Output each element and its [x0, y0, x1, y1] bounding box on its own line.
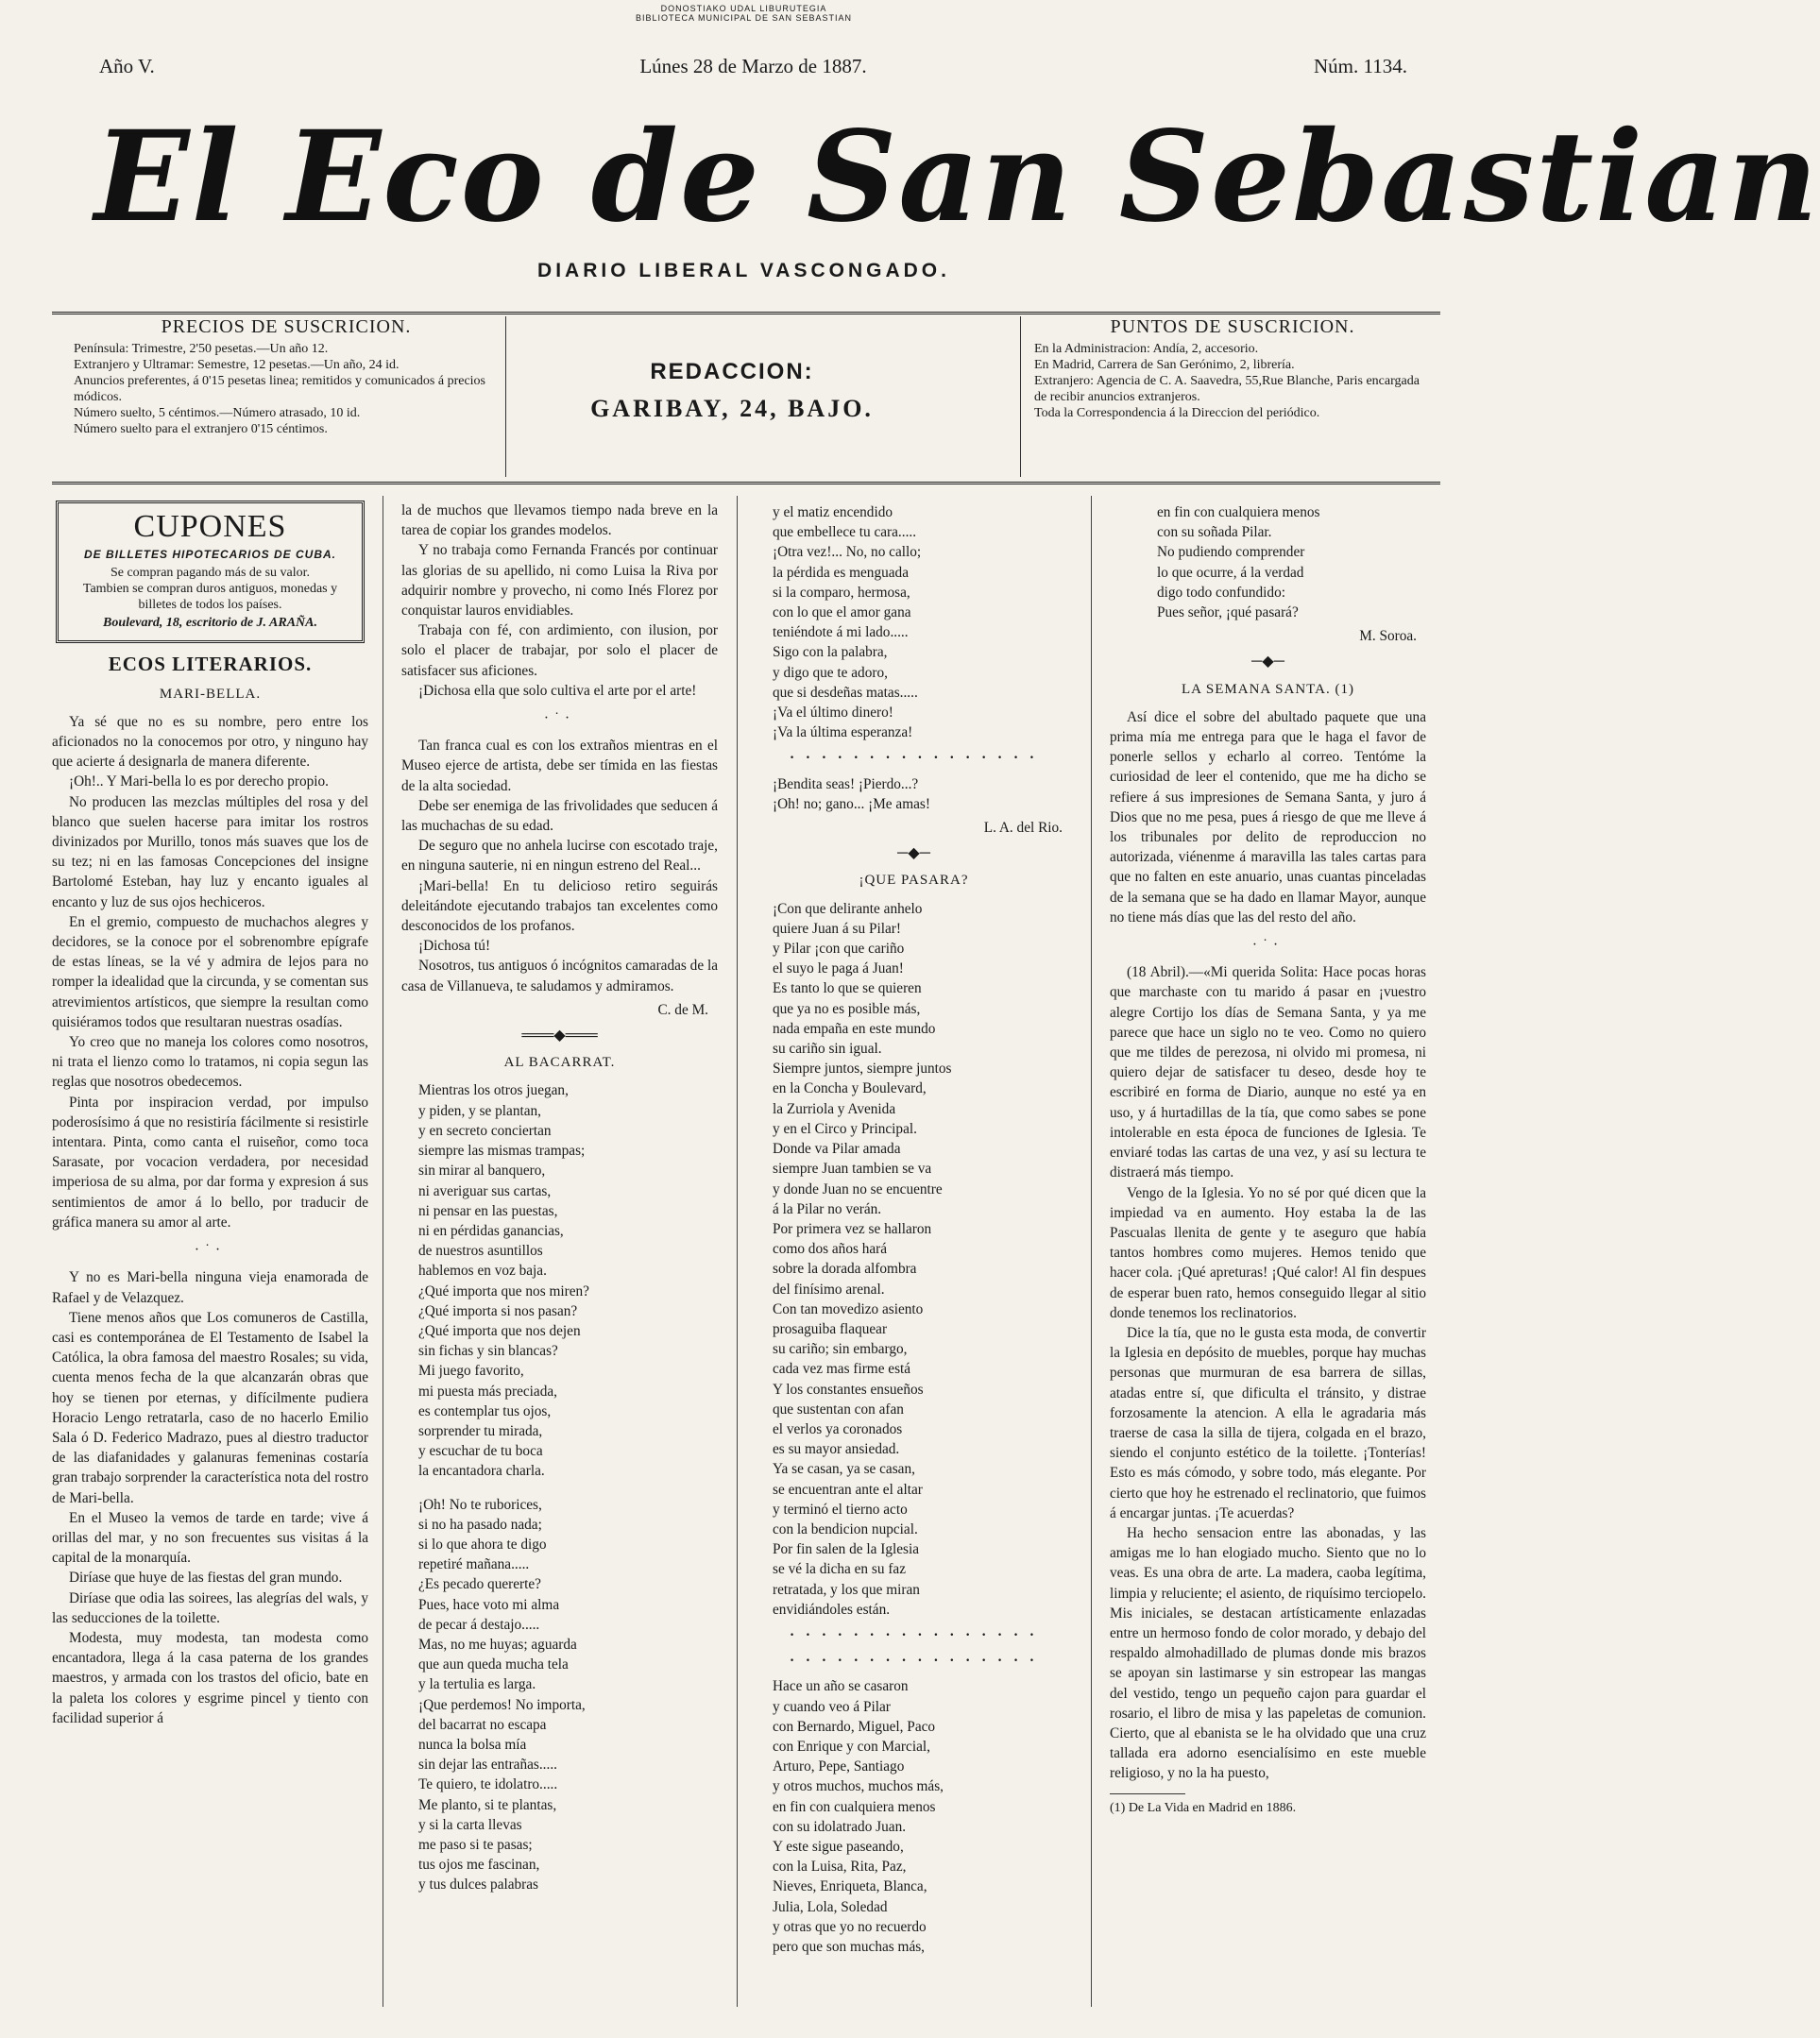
- cupones-ad: [56, 501, 365, 643]
- verse-line: lo que ocurre, á la verdad: [1157, 564, 1304, 581]
- verse-line: Pues, hace voto mi alma: [418, 1596, 560, 1613]
- verse-line: Mi juego favorito,: [418, 1363, 524, 1380]
- verse-line: Mientras los otros juegan,: [418, 1082, 569, 1099]
- paragraph: De seguro que no anhela lucirse con escotado traje, en ninguna sauterie, ni en ningun estreno del Real...: [401, 838, 718, 875]
- verse-line: con la Luisa, Rita, Paz,: [773, 1859, 907, 1876]
- footnote-rule: [1110, 1793, 1185, 1794]
- verse-line: Por fin salen de la Iglesia: [773, 1541, 920, 1558]
- verse-line: Siempre juntos, siempre juntos: [773, 1061, 952, 1078]
- verse-line: á la Pilar no verán.: [773, 1200, 882, 1217]
- verse-line: y digo que te adoro,: [773, 664, 888, 681]
- verse-line: con su idolatrado Juan.: [773, 1818, 907, 1835]
- paragraph: Debe ser enemiga de las frivolidades que seducen á las muchachas de su edad.: [401, 797, 718, 835]
- verse-line: Mas, no me huyas; aguarda: [418, 1636, 577, 1653]
- verse-line: con Enrique y con Marcial,: [773, 1738, 930, 1755]
- verse-line: ¡Oh! no; gano... ¡Me amas!: [773, 795, 930, 812]
- cupones-line: Se compran pagando más de su valor.: [110, 566, 311, 581]
- signature: L. A. del Rio.: [983, 820, 1063, 837]
- redaccion-box: [515, 359, 949, 423]
- signature: C. de M.: [657, 1001, 708, 1018]
- subscription-points: [1034, 316, 1431, 470]
- paragraph: Diríase que huye de las fiestas del gran mundo.: [69, 1570, 343, 1587]
- price-line: Península: Trimestre, 2'50 pesetas.—Un año 12.: [74, 342, 329, 356]
- verse-line: que aun queda mucha tela: [418, 1656, 569, 1673]
- paragraph: En el gremio, compuesto de muchachos alegres y decidores, se la conoce por el sobrenombre epígrafe de estas líneas, se la vé y admira de lejos para no romper la idealidad que la circunda, y se comentan sus atrevimientos artísticos, que siempre la resultan como quisiéramos todos que resultaran nuestras osadías.: [52, 913, 368, 1030]
- paragraph: la de muchos que llevamos tiempo nada breve en la tarea de copiar los grandes modelos.: [401, 502, 718, 539]
- verse-line: sin mirar al banquero,: [418, 1163, 546, 1180]
- paragraph: Así dice el sobre del abultado paquete que una prima mía me entrega para que le haga el favor de ponerle sellos y echarlo al correo. Tentóme la curiosidad de leer el contenido, que me ha dicho se refiere á sus impresiones de Semana Santa, y juro á Dios que no me pesa, pues á riesgo de que me lleve á los tribunales por delito de reproduccion no autorizada, viénenme á maravilla las tales cartas para que no falten en este anuario, unas cuantas pinceladas de la semana que se ha dado en llamar Mayor, aunque no tiene más días que las del resto del año.: [1110, 708, 1426, 926]
- verse-line: nada empaña en este mundo: [773, 1020, 936, 1037]
- verse-line: como dos años hará: [773, 1241, 888, 1258]
- verse-line: prosaguiba flaquear: [773, 1320, 888, 1337]
- verse-line: con su soñada Pilar.: [1157, 524, 1272, 541]
- verse-line: de pecar á destajo.....: [418, 1616, 540, 1633]
- paragraph: Trabaja con fé, con ardimiento, con ilusion, por solo el placer de trabajar, por solo el placer de satisfacer sus aficiones.: [401, 622, 718, 679]
- stamp-line-1: DONOSTIAKO UDAL LIBURUTEGIA: [660, 4, 827, 13]
- year: Año V.: [99, 55, 155, 77]
- verse-line: Es tanto lo que se quieren: [773, 980, 922, 997]
- verse-line: el suyo le paga á Juan!: [773, 960, 904, 977]
- column-rule: [737, 496, 738, 2007]
- verse-line: y si la carta llevas: [418, 1816, 522, 1833]
- info-divider: [505, 316, 506, 477]
- paragraph: Tiene menos años que Los comuneros de Castilla, casi es contemporánea de El Testamento de Isabel la Católica, la obra famosa del maestro Rosales; su vida, cuenta menos fecha de la que alcanzarán obras que hoy se tienen por eternas, y difícilmente pudiera Horacio Lengo retratarla, caso de no hacerlo Emilio Sala ó D. Federico Madrazo, pues al diestro traductor de las diafanidades y galanuras femeninas costaría gran trabajo sorprender la característica nota del rostro de Mari-bella.: [52, 1309, 368, 1506]
- verse-line: sin fichas y sin blancas?: [418, 1343, 558, 1360]
- issue-date: Lúnes 28 de Marzo de 1887.: [639, 55, 867, 77]
- newspaper-subtitle: DIARIO LIBERAL VASCONGADO.: [537, 260, 950, 281]
- verse-line: en fin con cualquiera menos: [1157, 504, 1320, 520]
- verse-line: hablemos en voz baja.: [418, 1263, 547, 1280]
- info-divider: [1020, 316, 1021, 477]
- paragraph: Nosotros, tus antiguos ó incógnitos camaradas de la casa de Villanueva, te saludamos y admiramos.: [401, 958, 718, 994]
- verse-line: con Bernardo, Miguel, Paco: [773, 1718, 936, 1735]
- redaccion-address: GARIBAY, 24, BAJO.: [590, 395, 874, 422]
- paragraph: En el Museo la vemos de tarde en tarde; vive á orillas del mar, y no son frecuentes sus visitas á la capital de la monarquía.: [52, 1509, 368, 1567]
- poem-stanza: [773, 899, 1072, 1620]
- prices-title: PRECIOS DE SUSCRICION.: [161, 316, 412, 337]
- paragraph: Diríase que odia las soirees, las alegrías del wals, y las seducciones de la toilette.: [52, 1589, 368, 1626]
- section-title: ECOS LITERARIOS.: [108, 653, 313, 676]
- poem-title: AL BACARRAT.: [503, 1055, 616, 1071]
- poem-stanza: [418, 1080, 718, 1481]
- library-stamp: [0, 4, 1488, 23]
- verse-line: Julia, Lola, Soledad: [773, 1898, 888, 1915]
- verse-line: y el matiz encendido: [773, 504, 893, 520]
- subscription-prices: [74, 316, 499, 470]
- verse-line: que embellece tu cara.....: [773, 524, 917, 541]
- poem-title: ¡QUE PASARA?: [859, 873, 969, 889]
- price-line: Anuncios preferentes, á 0'15 pesetas linea; remitidos y comunicados á precios módicos.: [74, 374, 485, 404]
- header-rule-bottom: [52, 482, 1440, 484]
- paragraph: ¡Oh!.. Y Mari-bella lo es por derecho propio.: [69, 773, 329, 790]
- verse-line: Y los constantes ensueños: [773, 1381, 924, 1398]
- price-line: Extranjero y Ultramar: Semestre, 12 pesetas.—Un año, 24 id.: [74, 358, 400, 372]
- verse-line: en la Concha y Boulevard,: [773, 1080, 927, 1097]
- verse-line: y escuchar de tu boca: [418, 1443, 543, 1460]
- price-line: Número suelto, 5 céntimos.—Número atrasado, 10 id.: [74, 406, 361, 420]
- verse-line: digo todo confundido:: [1157, 584, 1285, 601]
- verse-line: cada vez mas firme está: [773, 1361, 911, 1378]
- verse-line: que ya no es posible más,: [773, 1000, 921, 1017]
- paragraph: Ya sé que no es su nombre, pero entre los aficionados no la conocemos por otro, y ninguno hay que acierte á designarla de manera diferente.: [52, 713, 368, 771]
- issue-line: [99, 55, 1407, 85]
- verse-line: y tus dulces palabras: [418, 1877, 539, 1894]
- verse-line: el verlos ya coronados: [773, 1420, 903, 1437]
- verse-line: Sigo con la palabra,: [773, 644, 888, 661]
- verse-line: ¡Va la última esperanza!: [773, 724, 913, 741]
- verse-line: ¡Oh! No te ruborices,: [418, 1496, 542, 1513]
- verse-line: Con tan movedizo asiento: [773, 1300, 924, 1317]
- redaccion-title: REDACCION:: [650, 359, 814, 384]
- paragraph: Tan franca cual es con los extraños mientras en el Museo ejerce de artista, debe ser tímida en las fiestas de la alta sociedad.: [401, 738, 718, 794]
- verse-line: Te quiero, te idolatro.....: [418, 1776, 558, 1793]
- footnote: (1) De La Vida en Madrid en 1886.: [1110, 1800, 1297, 1815]
- paragraph: Vengo de la Iglesia. Yo no sé por qué dicen que la impiedad va en aumento. Hoy estaba la de las Pascualas llenita de gente y te aseguro que había tantos hombres como mujeres. Hemos tenido que hacer cola. ¡Qué apreturas! ¡Qué calor! Al fin despues de esperar buen rato, hemos conseguido llegar al sitio donde tenemos los reclinatorios.: [1110, 1184, 1426, 1321]
- paragraph: Y no trabaja como Fernanda Francés por continuar las glorias de su apellido, ni como Luisa la Riva por adquirir nombre y provecho, ni como Inés Florez por conquistar lauros envidiables.: [401, 542, 718, 620]
- verse-line: Donde va Pilar amada: [773, 1141, 901, 1158]
- paragraph: Modesta, muy modesta, tan modesta como encantadora, llega á la casa paterna de los grandes maestros, y armada con los trastos del oficio, bate en la paleta los colores y esgrime pincel y tiento con facilidad superior á: [52, 1629, 368, 1726]
- verse-line: ni pensar en las puestas,: [418, 1202, 558, 1219]
- verse-line: Ya se casan, ya se casan,: [773, 1461, 915, 1478]
- ornament: ─◆─: [897, 845, 930, 862]
- paragraph: ¡Dichosa tú!: [418, 938, 491, 955]
- verse-line: quiere Juan á su Pilar!: [773, 920, 901, 937]
- verse-line: y cuando veo á Pilar: [773, 1698, 891, 1715]
- column-2: [401, 501, 718, 1993]
- verse-line: si no ha pasado nada;: [418, 1516, 542, 1533]
- verse-line: ¡Otra vez!... No, no callo;: [773, 544, 922, 561]
- newspaper-title: El Eco de San Sebastian: [94, 104, 1820, 250]
- verse-line: y otros muchos, muchos más,: [773, 1778, 944, 1795]
- verse-line: del finísimo arenal.: [773, 1281, 885, 1298]
- verse-dots: · · · · · · · · · · · · · · · ·: [790, 1653, 1038, 1670]
- verse-line: Hace un año se casaron: [773, 1678, 909, 1695]
- verse-line: Pues señor, ¡qué pasará?: [1157, 604, 1299, 621]
- verse-line: y terminó el tierno acto: [773, 1501, 908, 1518]
- verse-line: ni averiguar sus cartas,: [418, 1182, 552, 1199]
- verse-line: y en secreto conciertan: [418, 1122, 552, 1139]
- verse-line: Por primera vez se hallaron: [773, 1220, 932, 1237]
- column-1: [52, 501, 368, 1993]
- verse-line: y otras que yo no recuerdo: [773, 1918, 927, 1935]
- verse-line: ¡Con que delirante anhelo: [773, 900, 923, 917]
- verse-line: pero que son muchas más,: [773, 1939, 926, 1956]
- paragraph: ¡Mari-bella! En tu delicioso retiro seguirás deleitándote ejecutando trabajos tan excelentes como desconocidos de los profanos.: [401, 877, 718, 935]
- verse-line: ¡Bendita seas! ¡Pierdo...?: [773, 775, 919, 792]
- verse-line: ni en pérdidas ganancias,: [418, 1222, 564, 1239]
- paragraph: Pinta por inspiracion verdad, por impulso poderosísimo á que no resistiría fácilmente si resistirle intentara. Pinta, como canta el ruiseñor, como toca Sarasate, por vocacion verdadera, por necesidad imperiosa de su alma, por dar forma y expresion á sus sentimientos de amor á lo bello, por traducir de gráfica manera su amor al arte.: [52, 1094, 368, 1231]
- verse-line: se vé la dicha en su faz: [773, 1561, 907, 1578]
- verse-line: ¡Que perdemos! No importa,: [418, 1696, 586, 1713]
- points-title: PUNTOS DE SUSCRICION.: [1110, 316, 1355, 337]
- verse-line: ¿Es pecado quererte?: [418, 1576, 541, 1593]
- price-line: Número suelto para el extranjero 0'15 céntimos.: [74, 422, 328, 436]
- verse-line: es contemplar tus ojos,: [418, 1402, 552, 1419]
- verse-line: sorprender tu mirada,: [418, 1422, 543, 1439]
- verse-line: repetiré mañana.....: [418, 1556, 530, 1573]
- stamp-line-2: BIBLIOTECA MUNICIPAL DE SAN SEBASTIAN: [635, 13, 853, 23]
- point-line: En Madrid, Carrera de San Gerónimo, 2, librería.: [1034, 358, 1295, 372]
- point-line: Toda la Correspondencia á la Direccion del periódico.: [1034, 406, 1320, 420]
- verse-dots: · · · · · · · · · · · · · · · ·: [790, 750, 1038, 767]
- verse-line: y piden, y se plantan,: [418, 1102, 541, 1119]
- verse-line: retratada, y los que miran: [773, 1581, 920, 1598]
- point-line: Extranjero: Agencia de C. A. Saavedra, 55,Rue Blanche, Paris encargada de recibir anuncios extranjeros.: [1034, 374, 1420, 404]
- verse-line: con la bendicion nupcial.: [773, 1520, 918, 1537]
- verse-line: en fin con cualquiera menos: [773, 1798, 936, 1815]
- verse-line: mi puesta más preciada,: [418, 1383, 557, 1400]
- verse-line: y en el Circo y Principal.: [773, 1120, 917, 1137]
- poem-stanza: [418, 1495, 718, 1895]
- verse-line: tus ojos me fascinan,: [418, 1857, 540, 1874]
- verse-line: y donde Juan no se encuentre: [773, 1180, 943, 1197]
- verse-line: con lo que el amor gana: [773, 604, 911, 621]
- poem-stanza: [773, 502, 1072, 742]
- verse-line: sin dejar las entrañas.....: [418, 1757, 557, 1774]
- verse-line: Y este sigue paseando,: [773, 1839, 904, 1855]
- paragraph: Ha hecho sensacion entre las abonadas, y las amigas me lo han elogiado mucho. Siento que no lo veas. Es una obra de arte. La madera, caoba legítima, limpia y reluciente; el asiento, de riquísimo terciopelo. Mis iniciales, se destacan artísticamente enlazadas entre un hermoso fondo de color morado, y debajo del respaldo almohadillado de plumas donde mis brazos se apoyan sin lastimarse y sin estropear las mangas del vestido, tengo un pequeño cajon para guardar el rosario, el libro de misa y las papeletas de comunion. Cierto, que al ebanista se le ha olvidado que una cruz tallada era adorno esencialísimo en este mueble religioso, y no la ha puesto,: [1110, 1524, 1426, 1782]
- paragraph: No producen las mezclas múltiples del rosa y del blanco que suelen hacerse para imitar los rostros divinizados por Murillo, tonos más suaves que los de su tez; ni en las famosas Concepciones del insigne Bartolomé Esteban, hay luz y encanto iguales al encanto y luz de sus ojos hechiceros.: [52, 793, 368, 910]
- verse-line: del bacarrat no escapa: [418, 1716, 547, 1733]
- verse-line: que si desdeñas matas.....: [773, 684, 918, 701]
- verse-line: la Zurriola y Avenida: [773, 1100, 896, 1117]
- column-4: [1110, 501, 1426, 1993]
- verse-line: ¿Qué importa que nos dejen: [418, 1322, 581, 1339]
- verse-line: siempre las mismas trampas;: [418, 1143, 586, 1160]
- ornament: ═══◆═══: [521, 1027, 598, 1044]
- cupones-title: CUPONES: [133, 509, 287, 544]
- verse-line: nunca la bolsa mía: [418, 1736, 527, 1753]
- separator-stars: ·˙·: [1251, 937, 1284, 954]
- verse-line: si la comparo, hermosa,: [773, 584, 910, 601]
- signature: M. Soroa.: [1359, 628, 1417, 645]
- column-rule: [1091, 496, 1092, 2007]
- verse-line: su cariño sin igual.: [773, 1041, 882, 1058]
- cupones-address: Boulevard, 18, escritorio de J. ARAÑA.: [103, 616, 317, 631]
- verse-line: Me planto, si te plantas,: [418, 1796, 557, 1813]
- poem-stanza: [773, 774, 1072, 814]
- verse-line: ¿Qué importa que nos miren?: [418, 1282, 589, 1299]
- paragraph: Dice la tía, que no le gusta esta moda, de convertir la Iglesia en depósito de muebles, porque hay muchas personas que murmuran de esa barrera de sillas, atadas entre sí, que dificulta el tránsito, y distrae forzosamente la atencion. A ella le agradaria más traerse de casa la silla de tijera, colgada en el brazo, siendo el conjunto estético de la toilette. ¡Tonterías! Esto es más cómodo, y sobre todo, más elegante. Por cierto que hoy he estrenado el reclinatorio, que fuimos á encargar juntas. ¡Te acuerdas?: [1110, 1324, 1426, 1521]
- issue-number: Núm. 1134.: [1314, 55, 1407, 77]
- cupones-line: Tambien se compran duros antiguos, monedas y billetes de todos los países.: [82, 582, 338, 613]
- paragraph: (18 Abril).—«Mi querida Solita: Hace pocas horas que marchaste con tu marido á pasar en ¡vuestro alegre Cortijo los días de Semana Santa, y ya me parece que hace un siglo no te veo. Como no quiero que me tildes de perezosa, ni olvido mi promesa, ni quiero dejar de satisfacer tu deseo, desde hoy te escribiré en forma de Diario, aunque no esté ya en uso, y á hurtadillas de la tía, que como sabes se pone intolerable en esta época de funciones de Iglesia. Te enviaré todas las cartas de una vez, y así su lectura te distraerá más tiempo.: [1110, 964, 1426, 1181]
- header-rule-top: [52, 312, 1440, 314]
- article-title: MARI-BELLA.: [159, 686, 262, 702]
- verse-line: la pérdida es menguada: [773, 564, 909, 581]
- verse-line: No pudiendo comprender: [1157, 544, 1305, 561]
- verse-line: de nuestros asuntillos: [418, 1243, 543, 1260]
- verse-line: Nieves, Enriqueta, Blanca,: [773, 1878, 927, 1895]
- verse-line: que sustentan con afan: [773, 1401, 904, 1418]
- column-3: [756, 501, 1072, 1993]
- verse-line: es su mayor ansiedad.: [773, 1441, 900, 1458]
- poem-stanza: [773, 1676, 1072, 1957]
- verse-line: me paso si te pasas;: [418, 1837, 533, 1853]
- verse-line: si lo que ahora te digo: [418, 1536, 547, 1553]
- paragraph: Y no es Mari-bella ninguna vieja enamorada de Rafael y de Velazquez.: [52, 1269, 368, 1306]
- verse-line: siempre Juan tambien se va: [773, 1161, 932, 1178]
- ornament: ─◆─: [1251, 654, 1284, 671]
- verse-dots: · · · · · · · · · · · · · · · ·: [790, 1626, 1038, 1643]
- verse-line: su cariño; sin embargo,: [773, 1341, 908, 1358]
- verse-line: ¿Qué importa si nos pasan?: [418, 1302, 578, 1319]
- paragraph: ¡Dichosa ella que solo cultiva el arte por el arte!: [418, 682, 697, 699]
- verse-line: y la tertulia es larga.: [418, 1676, 536, 1693]
- paragraph: Yo creo que no maneja los colores como nosotros, ni trata el lienzo como lo tratamos, ni copia segun las reglas que nosotros obedecemos.: [52, 1034, 368, 1091]
- verse-line: Arturo, Pepe, Santiago: [773, 1758, 905, 1775]
- verse-line: sobre la dorada alfombra: [773, 1261, 917, 1278]
- verse-line: envidiándoles están.: [773, 1601, 891, 1618]
- verse-line: teniéndote á mi lado.....: [773, 624, 909, 641]
- verse-line: la encantadora charla.: [418, 1463, 545, 1480]
- separator-stars: ·˙·: [543, 710, 576, 727]
- verse-line: se encuentran ante el altar: [773, 1481, 923, 1498]
- poem-stanza: [1157, 502, 1426, 622]
- point-line: En la Administracion: Andía, 2, accesorio.: [1034, 342, 1259, 356]
- cupones-subtitle: DE BILLETES HIPOTECARIOS DE CUBA.: [83, 548, 337, 561]
- article-title: LA SEMANA SANTA. (1): [1182, 681, 1354, 697]
- verse-line: y Pilar ¡con que cariño: [773, 941, 905, 958]
- verse-line: ¡Va el último dinero!: [773, 705, 893, 722]
- separator-stars: ·˙·: [194, 1242, 227, 1259]
